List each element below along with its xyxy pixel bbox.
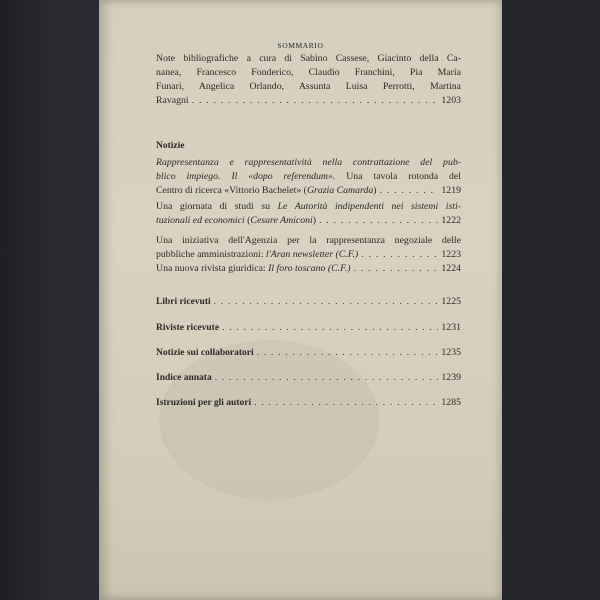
- entry-text: Ravagni: [156, 95, 189, 106]
- entry-label: Istruzioni per gli autori: [156, 398, 252, 408]
- toc-entry-istruzioni-autori: [156, 397, 461, 408]
- page-number: 1235: [441, 347, 461, 358]
- entry-line: Funari, Angelica Orlando, Assunta Luisa Perrotti, Martina: [156, 81, 461, 92]
- leader-dots: [354, 262, 439, 276]
- entry-author: Cesare Amiconi: [250, 215, 313, 226]
- leader-dots: [254, 398, 438, 408]
- entry-title: l'Aran newsletter (C.F.): [265, 249, 359, 260]
- toc-entry-notizie-collaboratori: [156, 347, 461, 358]
- paper-stain: [159, 340, 379, 500]
- page-header: SOMMARIO: [277, 41, 324, 50]
- entry-text-group: [156, 248, 358, 262]
- entry-line-last: [156, 214, 461, 228]
- entry-text: Una nuova rivista giuridica:: [156, 263, 269, 274]
- entry-text: Centro di ricerca «Vittorio Bachelet» (: [156, 185, 307, 196]
- entry-line: nanea, Francesco Fonderico, Claudio Franchini, Pia Maria: [156, 67, 461, 78]
- leader-dots: [214, 297, 439, 307]
- entry-line-last: [156, 262, 461, 276]
- page-number: 1225: [441, 296, 461, 307]
- toc-entry-riviste-ricevute: [156, 322, 461, 333]
- page-number: 1219: [441, 185, 461, 196]
- page-number: 1285: [441, 397, 461, 408]
- entry-line-last: [156, 94, 461, 108]
- leader-dots: [192, 94, 439, 108]
- entry-title: Il foro toscano (C.F.): [268, 263, 351, 274]
- entry-text-group: [156, 214, 316, 228]
- entry-text: Una tavola rotonda del: [335, 171, 461, 182]
- toc-entry-note-bibliografiche: [156, 52, 461, 108]
- leader-dots: [319, 214, 438, 228]
- entry-label: Indice annata: [156, 373, 212, 383]
- entry-text: Una giornata di studi su: [156, 201, 278, 212]
- entry-text: pubbliche amministrazioni:: [156, 249, 266, 260]
- entry-line: [156, 200, 461, 214]
- leader-dots: [257, 348, 439, 358]
- entry-text: ): [373, 185, 377, 196]
- entry-line: [156, 170, 461, 184]
- entry-label: Riviste ricevute: [156, 323, 220, 333]
- leader-dots: [380, 184, 439, 198]
- entry-line: [156, 156, 461, 170]
- page-number: 1203: [441, 95, 461, 106]
- entry-author: Grazia Camarda: [306, 185, 374, 196]
- page-number: 1224: [441, 263, 461, 274]
- entry-title: Rappresentanza e rappresentatività nella contrattazione del pub-: [156, 157, 461, 168]
- leader-dots: [222, 323, 438, 333]
- entry-text-group: [156, 262, 351, 276]
- entry-title: tuzionali ed economici: [156, 215, 245, 226]
- entry-line-last: [156, 248, 461, 262]
- toc-entry-rappresentanza: [156, 156, 461, 198]
- entry-line: Note bibliografiche a cura di Sabino Cassese, Giacinto della Ca-: [156, 53, 461, 64]
- entry-label: Libri ricevuti: [156, 297, 211, 307]
- leader-dots: [361, 248, 438, 262]
- entry-title: blico impiego. Il «dopo referendum».: [156, 171, 336, 182]
- toc-entry-autorita-indipendenti: [156, 200, 461, 228]
- section-heading-notizie: Notizie: [156, 141, 185, 151]
- entry-text: (: [244, 215, 251, 226]
- document-page: [99, 0, 502, 600]
- entry-text-group: [156, 184, 377, 198]
- entry-line-last: [156, 184, 461, 198]
- page-number: 1239: [441, 372, 461, 383]
- page-number: 1223: [441, 249, 461, 260]
- entry-line: Una iniziativa dell'Agenzia per la rappresentanza negoziale delle: [156, 235, 461, 246]
- toc-entry-libri-ricevuti: [156, 296, 461, 307]
- entry-label: Notizie sui collaboratori: [156, 348, 254, 358]
- toc-entry-aran-newsletter: [156, 234, 461, 262]
- leader-dots: [215, 373, 439, 383]
- page-number: 1222: [441, 215, 461, 226]
- toc-entry-foro-toscano: [156, 262, 461, 276]
- page-number: 1231: [441, 322, 461, 333]
- entry-title: Le Autorità indipendenti nei sistemi isti-: [277, 201, 461, 212]
- toc-entry-indice-annata: [156, 372, 461, 383]
- entry-text: ): [312, 215, 316, 226]
